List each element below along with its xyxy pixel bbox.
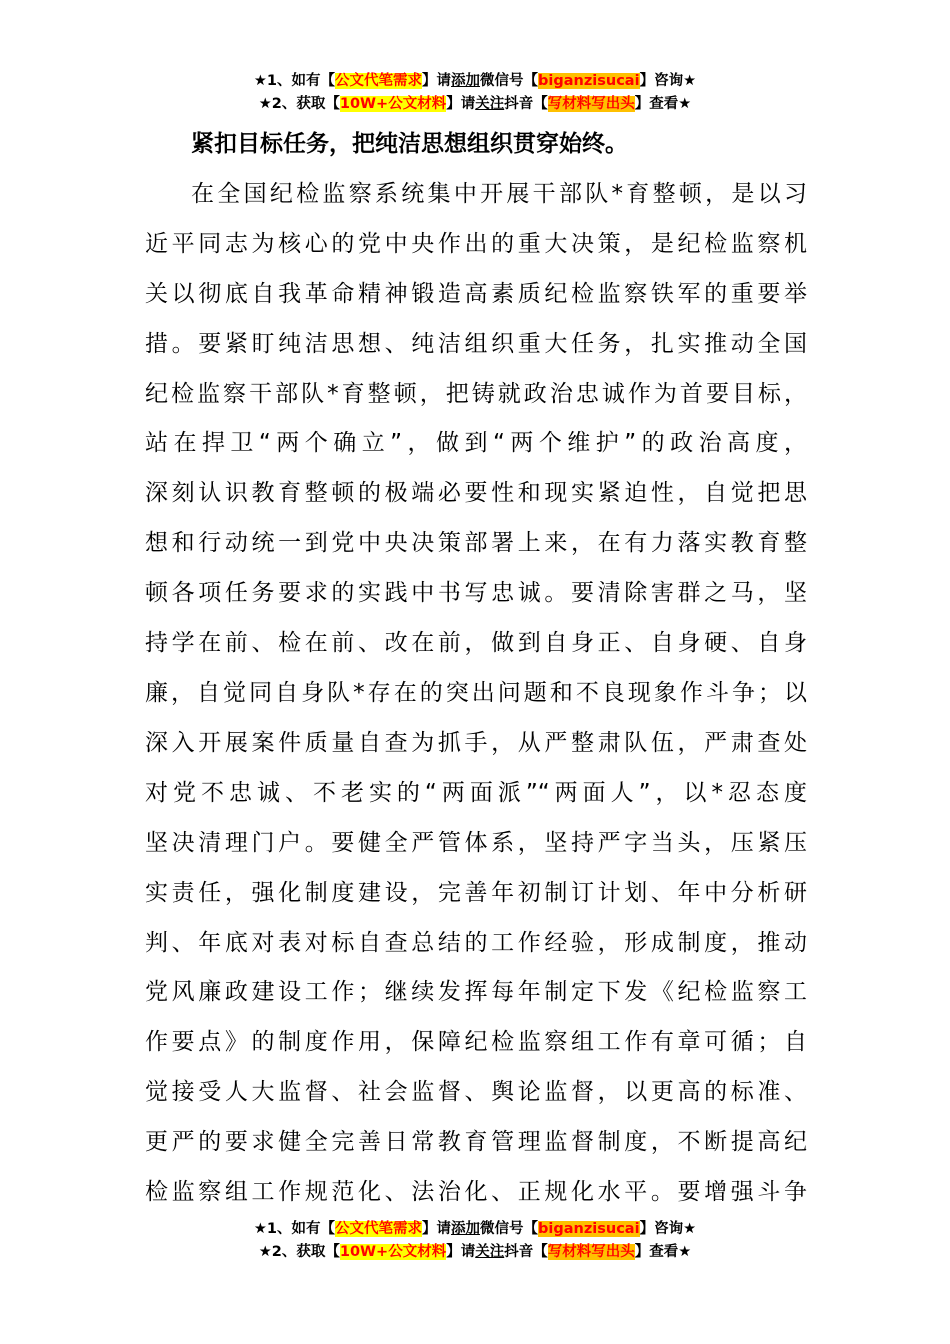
header-banner	[0, 70, 950, 116]
highlight-douyin: 写材料写出头	[547, 96, 635, 112]
paragraph	[145, 170, 807, 1218]
banner-line-1: ★1、如有【公文代笔需求】请添加微信号【biganzisucai】咨询★	[253, 73, 697, 89]
text-line: 更严的要求健全完善日常教育管理监督制度，不断提高纪	[145, 1129, 807, 1156]
footer-banner	[0, 1218, 950, 1264]
highlight-wechat-id: biganzisucai	[538, 73, 640, 89]
text-line: 持学在前、检在前、改在前，做到自身正、自身硬、自身	[145, 630, 807, 657]
banner-line-2: ★2、获取【10W+公文材料】请关注抖音【写材料写出头】查看★	[258, 1244, 692, 1260]
text-line: 对党不忠诚、不老实的“两面派”“两面人”，以*忍态度	[145, 779, 807, 806]
text-line: 近平同志为核心的党中央作出的重大决策，是纪检监察机	[145, 230, 807, 257]
highlight-douyin: 写材料写出头	[547, 1244, 635, 1260]
highlight-service: 公文代笔需求	[335, 73, 423, 89]
highlight-service: 公文代笔需求	[335, 1221, 423, 1237]
banner-line-1: ★1、如有【公文代笔需求】请添加微信号【biganzisucai】咨询★	[253, 1221, 697, 1237]
text-line: 顿各项任务要求的实践中书写忠诚。要清除害群之马，坚	[145, 580, 807, 607]
text-line: 判、年底对表对标自查总结的工作经验，形成制度，推动	[145, 929, 807, 956]
section-heading: 紧扣目标任务，把纯洁思想组织贯穿始终。	[191, 131, 628, 157]
text-line: 实责任，强化制度建设，完善年初制订计划、年中分析研	[145, 879, 807, 906]
text-line: 作要点》的制度作用，保障纪检监察组工作有章可循；自	[145, 1029, 807, 1056]
text-line: 在全国纪检监察系统集中开展干部队*育整顿，是以习	[191, 180, 807, 207]
text-line: 觉接受人大监督、社会监督、舆论监督，以更高的标准、	[145, 1079, 807, 1106]
text-line: 深入开展案件质量自查为抓手，从严整肃队伍，严肃查处	[145, 729, 807, 756]
highlight-materials: 10W+公文材料	[339, 96, 447, 112]
highlight-wechat-id: biganzisucai	[538, 1221, 640, 1237]
text-line: 廉，自觉同自身队*存在的突出问题和不良现象作斗争；以	[145, 679, 807, 706]
text-line: 想和行动统一到党中央决策部署上来，在有力落实教育整	[145, 530, 807, 557]
text-line: 党风廉政建设工作；继续发挥每年制定下发《纪检监察工	[145, 979, 807, 1006]
text-line: 站在捍卫“两个确立”，做到“两个维护”的政治高度，	[145, 430, 807, 457]
document-body	[145, 120, 807, 1218]
banner-line-2: ★2、获取【10W+公文材料】请关注抖音【写材料写出头】查看★	[258, 96, 692, 112]
text-line: 关以彻底自我革命精神锻造高素质纪检监察铁军的重要举	[145, 280, 807, 307]
text-line: 坚决清理门户。要健全严管体系，坚持严字当头，压紧压	[145, 829, 807, 856]
text-line: 深刻认识教育整顿的极端必要性和现实紧迫性，自觉把思	[145, 480, 807, 507]
highlight-materials: 10W+公文材料	[339, 1244, 447, 1260]
text-line: 检监察组工作规范化、法治化、正规化水平。要增强斗争	[145, 1179, 807, 1206]
text-line: 纪检监察干部队*育整顿，把铸就政治忠诚作为首要目标，	[145, 380, 807, 407]
text-line: 措。要紧盯纯洁思想、纯洁组织重大任务，扎实推动全国	[145, 330, 807, 357]
